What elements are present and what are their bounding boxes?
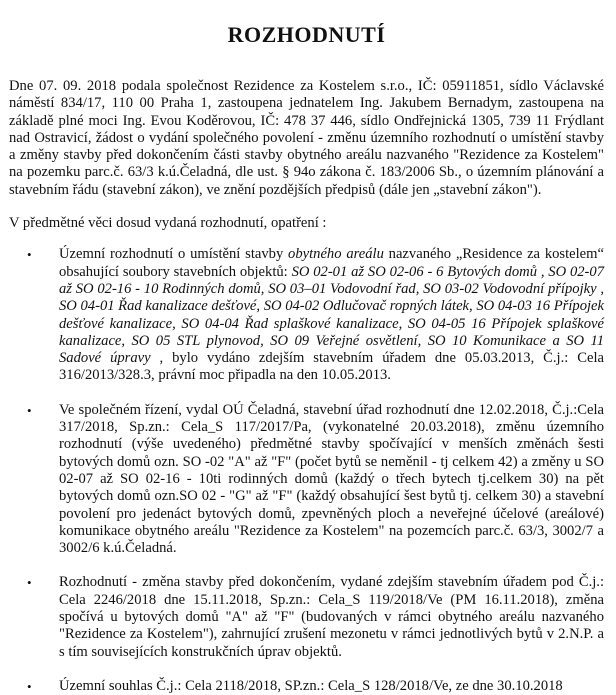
item-text: Ve společném řízení, vydal OÚ Čeladná, stavební úřad rozhodnutí dne 12.02.2018, Č.j.:Cela 317/2018, Sp.zn.: Cela_S 117/2017/Pa, (vykonatelné 20.03.2018), změnu územního rozhodnutí (výše uvedeného) předmětné stavby spočívající v menších změnách šesti bytových domů ozn. SO -02 "A" až "F" (počet bytů se neměnil - tj celkem 42) a změny u SO 02-07 až SO 02-16 - 10ti rodinných domů (každý o třech bytech tj.celkem 30) na pět bytových domů ozn.SO 02 - "G" až "F" (každý obsahující šest bytů tj. celkem 30) a stavební povolení pro jedenáct bytových domů, zpevněných ploch a neveřejné účelové (areálové) komunikace obytného areálu "Rezidence za Kostelem" na pozemcích parc.č. 63/3, 3002/7 a 3002/6 k.ú.Čeladná.: [59, 401, 604, 557]
bullet-icon: •: [27, 678, 32, 694]
item-text-italic: obytného areálu: [288, 246, 384, 263]
decisions-heading: V předmětné věci dosud vydaná rozhodnutí, opatření :: [9, 215, 327, 232]
item-text: Územní rozhodnutí o umístění stavby: [59, 246, 289, 263]
document-title: ROZHODNUTÍ: [227, 22, 386, 47]
list-item: [9, 402, 604, 558]
item-text: Rozhodnutí - změna stavby před dokončením, vydané zdejším stavebním úřadem pod Č.j.: Cela 2246/2018 dne 15.11.2018, Sp.zn.: Cela_S 119/2018/Ve (PM 16.11.2018), změna spočívá u bytových domů "A" až "F" (budovaných v rámci obytného areálu nazvaného "Rezidence za Kostelem"), zahrnující zrušení mezonetu v rámci jednotlivých bytů v 2.N.P. a s tím souvisejících konstrukčních úprav objektů.: [59, 574, 604, 660]
intro-paragraph: Dne 07. 09. 2018 podala společnost Rezidence za Kostelem s.r.o., IČ: 05911851, sídlo Václavské náměstí 834/17, 110 00 Praha 1, zastoupena jednatelem Ing. Jakubem Bernadym, zastoupena na základě plné moci Ing. Evou Koděrovou, IČ: 478 37 446, sídlo Ondřejnická 1305, 739 11 Frýdlant nad Ostravicí, žádost o vydání společného povolení - změnu územního rozhodnutí o umístění stavby a změny stavby před dokončením části stavby obytného areálu nazvaného "Rezidence za Kostelem" na pozemku parc.č. 63/3 k.ú.Čeladná, dle ust. § 94o zákona č. 183/2006 Sb., o územním plánování a stavebním řádu (stavební zákon), ve znění pozdějších předpisů (dále jen „stavební zákon").: [9, 78, 604, 198]
item-text: , bylo vydáno zdejším stavebním úřadem dne 05.03.2013, Č.j.: Cela 316/2013/328.3, právní moc připadla na den 10.05.2013.: [59, 350, 604, 384]
bullet-icon: •: [27, 575, 32, 591]
decisions-list: [9, 246, 604, 695]
item-text-italic: SO 02-01 až SO 02-06 - 6 Bytových domů , SO 02-07 až SO 02-16 - 10 Rodinných domů, SO 03–01 Vodovodní řad, SO 03-02 Vodovodní přípojky , SO 04-01 Řad kanalizace dešťové, SO 04-02 Odlučovač ropných látek, SO 04-03 16 Přípojek dešťové kanalizace, SO 04-04 Řad splaškové kanalizace, SO 04-05 16 Přípojek splaškové kanalizace, SO 05 STL plynovod, SO 09 Veřejné osvětlení, SO 10 Komunikace a SO 11 Sadové úpravy: [59, 263, 605, 367]
bullet-icon: •: [27, 402, 32, 418]
item-text: nazvaného „Residence za kostelem“ obsahující soubory stavebních objektů:: [59, 246, 604, 280]
list-item: [9, 574, 604, 660]
list-item: [9, 246, 604, 384]
item-text: Územní souhlas Č.j.: Cela 2118/2018, SP.zn.: Cela_S 128/2018/Ve, ze dne 30.10.2018: [59, 677, 563, 694]
list-item: [9, 678, 604, 695]
bullet-icon: •: [27, 247, 32, 263]
